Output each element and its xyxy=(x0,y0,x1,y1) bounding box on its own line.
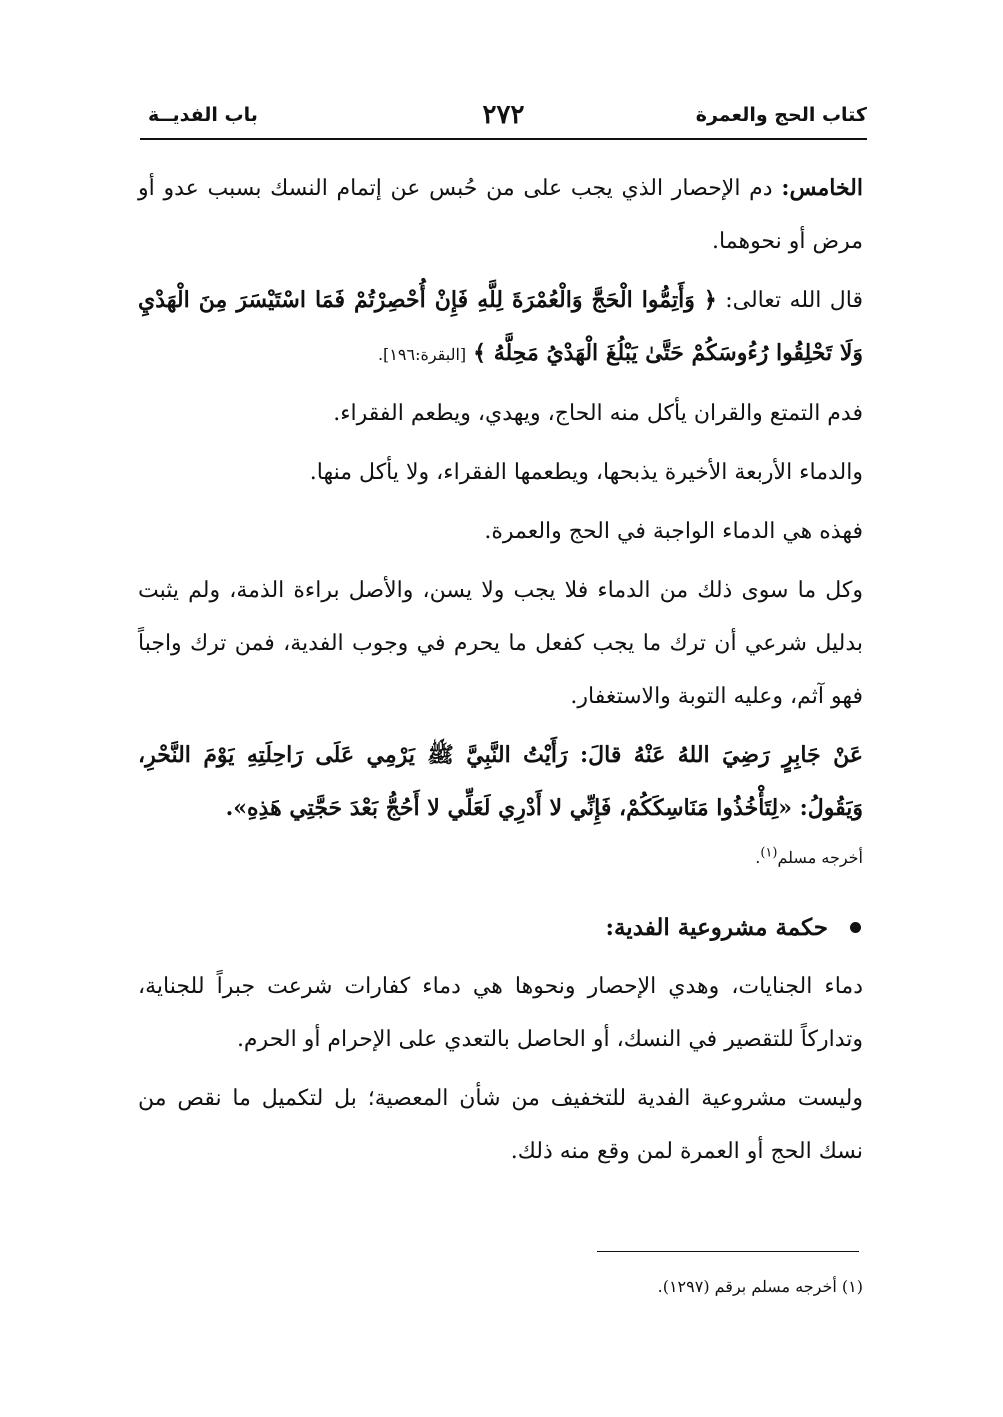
running-header xyxy=(140,98,867,138)
paragraph-fifth xyxy=(138,162,863,268)
source-text: أخرجه مسلم xyxy=(777,848,863,867)
header-divider xyxy=(140,138,867,140)
main-text xyxy=(138,162,863,1178)
quran-verse: ﴿ وَأَتِمُّوا الْحَجَّ وَالْعُمْرَةَ لِلَّهِ فَإِنْ أُحْصِرْتُمْ فَمَا اسْتَيْسَرَ مِنَ الْهَدْيِ وَلَا تَحْلِقُوا رُءُوسَكُمْ حَتَّىٰ يَبْلُغَ الْهَدْيُ مَحِلَّهُ ﴾ xyxy=(138,287,863,366)
paragraph-obligatory-bloods: فهذه هي الدماء الواجبة في الحج والعمرة. xyxy=(484,519,863,544)
paragraph-not-lightening: وليست مشروعية الفدية للتخفيف من شأن المعصية؛ بل لتكميل ما نقص من نسك الحج أو العمرة لمن وقع منه ذلك. xyxy=(138,1086,863,1164)
paragraph-lead: الخامس: xyxy=(781,175,864,201)
verse-reference: [البقرة:١٩٦]. xyxy=(377,345,467,364)
paragraph-hadith: عَنْ جَابِرٍ رَضِيَ اللهُ عَنْهُ قالَ: رَأَيْتُ النَّبِيَّ ﷺ يَرْمِي عَلَى رَاحِلَتِهِ يَوْمَ النَّحْرِ، وَيَقُولُ: «لِتَأْخُذُوا مَنَاسِكَكُمْ، فَإِنِّي لا أَدْرِي لَعَلِّي لا أَحُجُّ بَعْدَ حَجَّتِي هَذِهِ». xyxy=(138,742,863,821)
footnote-divider xyxy=(597,1251,859,1252)
paragraph-text: دم الإحصار الذي يجب على من حُبس عن إتمام النسك بسبب عدو أو مرض أو نحوهما. xyxy=(138,176,863,254)
hadith-source xyxy=(138,835,863,881)
paragraph-other-bloods: وكل ما سوى ذلك من الدماء فلا يجب ولا يسن، والأصل براءة الذمة، ولم يثبت بدليل شرعي أن ترك ما يجب كفعل ما يحرم في وجوب الفدية، فمن ترك واجباً فهو آثم، وعليه التوبة والاستغفار. xyxy=(138,578,863,709)
paragraph-verse xyxy=(138,274,863,381)
verse-intro: قال الله تعالى: xyxy=(725,288,864,313)
source-end: . xyxy=(755,848,761,867)
footnote-marker: (١) xyxy=(760,845,778,861)
section-title: باب الفديــة xyxy=(148,104,258,126)
paragraph-four-bloods: والدماء الأربعة الأخيرة يذبحها، ويطعمها الفقراء، ولا يأكل منها. xyxy=(309,460,863,485)
bullet-icon xyxy=(850,922,861,933)
heading-text: حكمة مشروعية الفدية: xyxy=(605,914,828,941)
section-heading xyxy=(138,901,863,954)
footnote: (١) أخرجه مسلم برقم (١٢٩٧). xyxy=(657,1277,863,1296)
page-number: ٢٧٢ xyxy=(482,100,525,130)
paragraph-wisdom: دماء الجنايات، وهدي الإحصار ونحوها هي دماء كفارات شرعت جبراً للجناية، وتداركاً للتقصير في النسك، أو الحاصل بالتعدي على الإحرام أو الحرم. xyxy=(138,974,863,1052)
chapter-title: كتاب الحج والعمرة xyxy=(695,104,867,126)
paragraph-tamattu: فدم التمتع والقران يأكل منه الحاج، ويهدي، ويطعم الفقراء. xyxy=(333,401,863,426)
